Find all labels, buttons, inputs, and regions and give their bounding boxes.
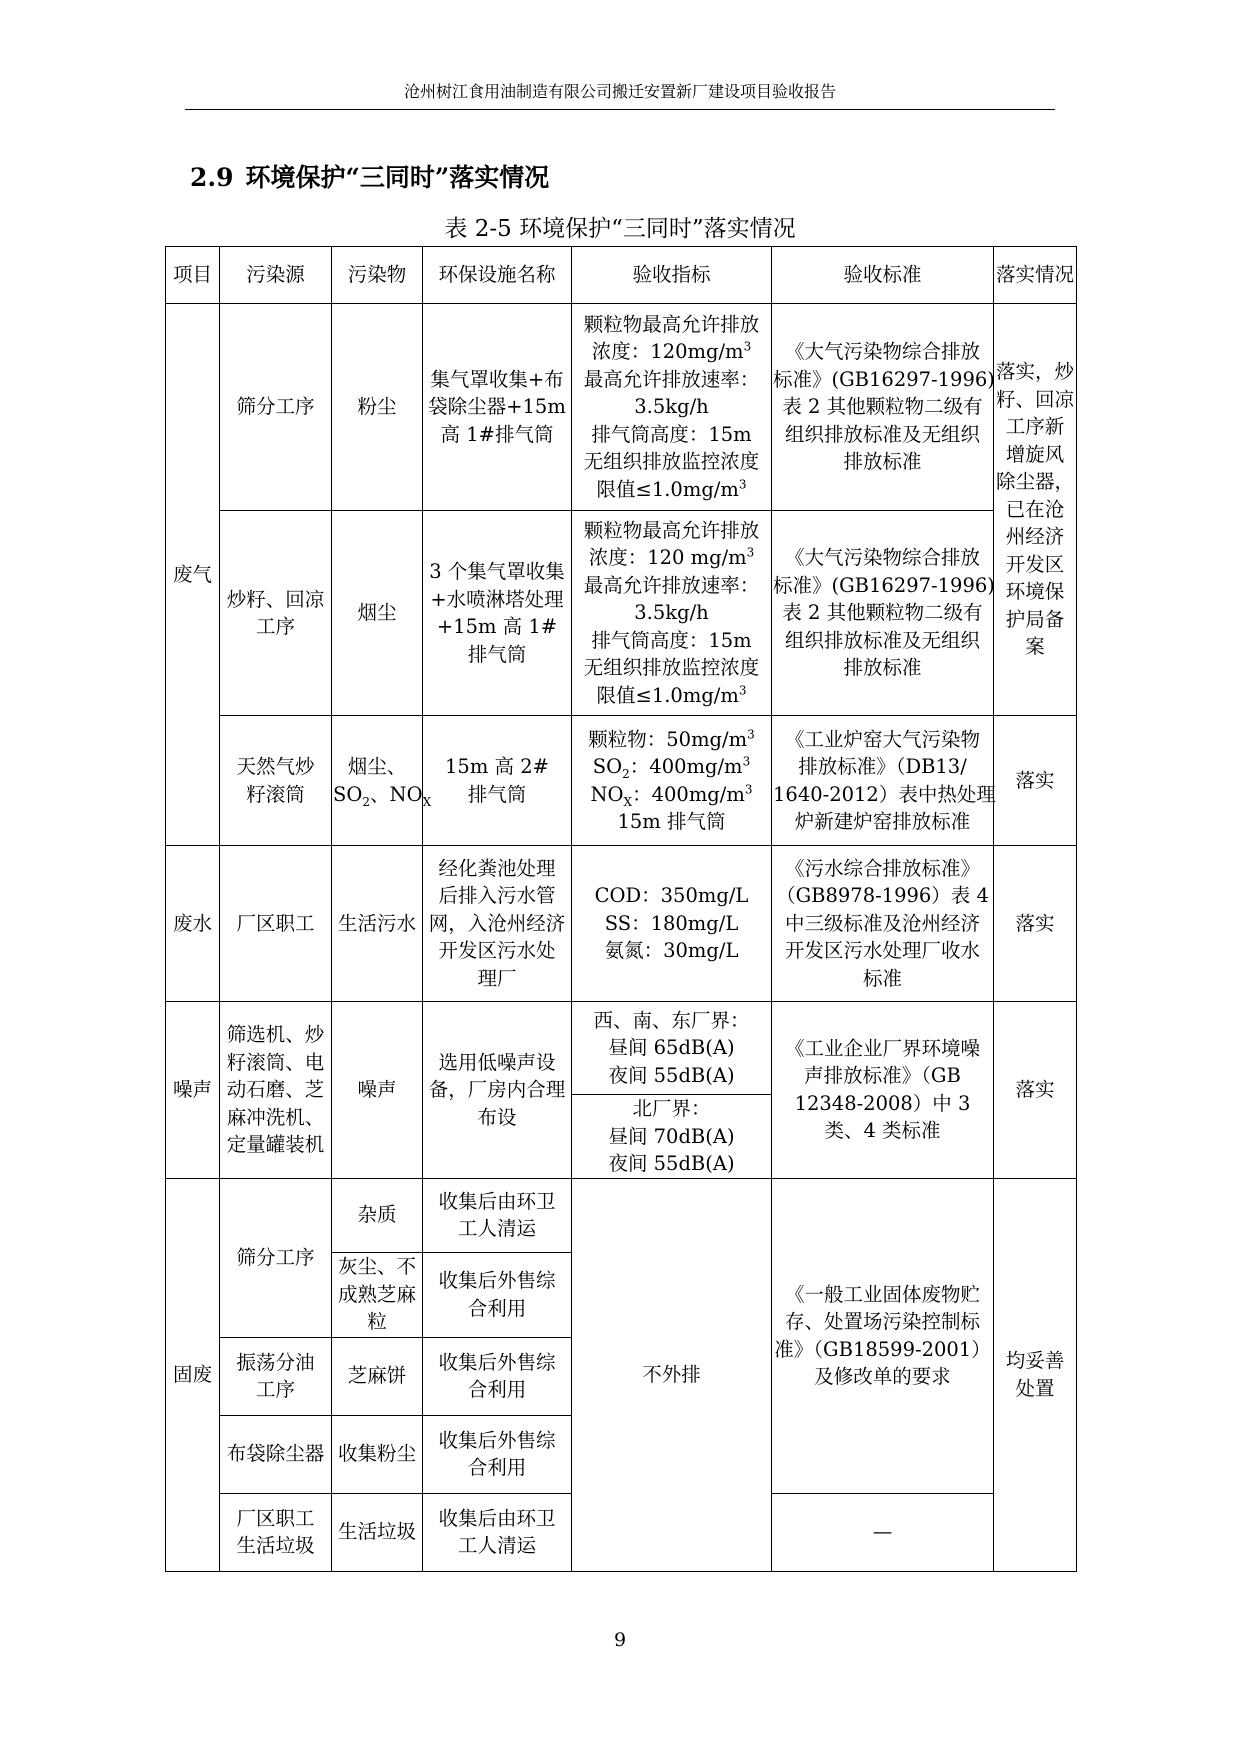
text-line: 厂区职工 [236,1506,315,1530]
text-line: 工序新 [1005,415,1065,439]
text-line: 《工业炉窑大气污染物 [784,727,980,751]
text-line: 选用低噪声设 [438,1050,556,1074]
facility-cell [423,1178,572,1252]
text-line: 已在沧 [1005,497,1065,521]
text-line: 颗粒物：50mg/m [588,727,748,751]
table-row [166,846,1077,1002]
status-merged-cell [994,304,1077,716]
text-line: 成熟芝麻 [337,1282,416,1306]
three-simultaneities-table [165,246,1077,1572]
header-cell: 验收标准 [772,247,994,304]
text-line: $SO_2$、$NO_X$ [333,782,432,809]
text-line: （GB8978-1996）表 4 [776,884,989,908]
text-line: 集气罩收集+布 [430,367,564,391]
text-line: 开发区 [1005,552,1065,576]
text-line: 《污水综合排放标准》 [784,856,980,880]
category-solid-waste: 固废 [166,1178,220,1571]
source-cell [220,1002,332,1179]
text-line: ：400mg/m [632,782,745,806]
section-title: 环境保护“三同时”落实情况 [245,163,550,192]
header-cell: 项目 [166,247,220,304]
table-caption: 表 2-5 环境保护“三同时”落实情况 [444,216,796,242]
category-waste-gas: 废气 [166,304,220,846]
standard-cell [772,1178,994,1493]
text-line: 《工业企业厂界环境噪 [784,1036,980,1060]
text-line: ：400mg/m [629,755,743,778]
text-line: 3.5kg/h [634,395,709,419]
text-line: 动石磨、芝 [226,1078,325,1101]
text-line: 定量罐装机 [226,1133,325,1156]
text-line: 最高允许排放速率： [583,573,760,597]
table-header-row [166,247,1077,304]
text-line: 烟尘、 [347,755,407,778]
text-line: 排气筒高度：15m [591,422,752,446]
text-line: +15m 高 1# [436,615,558,638]
facility-cell [423,1493,572,1571]
text-line: 准》（GB18599-2001） [774,1337,991,1361]
text-line: 表 2 其他颗粒物二级有 [782,601,983,625]
text-line: 布设 [477,1105,517,1129]
page-number: 9 [613,1629,627,1651]
table-row [166,716,1077,846]
text-line: 合利用 [467,1456,527,1479]
header-rule [185,109,1055,110]
facility-cell [423,1337,572,1415]
table-row [166,1002,1077,1095]
text-line: 排气筒高度：15m [591,628,752,652]
text-line: 后排入污水管 [438,884,556,908]
indicator-cell [572,304,772,511]
text-line: 袋除尘器+15m [428,395,566,419]
text-line: 组织排放标准及无组织 [784,422,980,446]
text-line: 西、南、东厂界： [593,1008,750,1032]
table-row [166,304,1077,511]
text-line: 颗粒物：$50mg/m^3$ [588,727,755,751]
text-line: 护局备 [1005,607,1065,631]
text-line: 标准 [862,966,902,990]
text-line: 除尘器， [995,470,1074,494]
status-cell: 落实 [994,1002,1077,1179]
text-line: 夜间 55dB(A) [608,1152,735,1175]
text-line: +水喷淋塔处理 [430,587,564,611]
text-line: 收集后由环卫 [438,1189,556,1213]
header-cell: 验收指标 [572,247,772,304]
category-noise: 噪声 [166,1002,220,1179]
standard-cell [772,1002,994,1179]
status-cell: 落实 [994,846,1077,1002]
text-line: 开发区污水处理厂收水 [784,939,980,963]
text-line: 均妥善 [1005,1349,1065,1372]
facility-cell [423,716,572,846]
text-line: 无组织排放监控浓度 [583,450,760,474]
text-line: 夜间 55dB(A) [608,1063,735,1087]
text-line: 工人清运 [457,1534,536,1557]
header-cell: 环保设施名称 [423,247,572,304]
pollutant-cell: 收集粉尘 [332,1415,423,1493]
text-line: 排放标准 [843,656,922,680]
text-line: 无组织排放监控浓度 [583,656,760,680]
category-wastewater: 废水 [166,846,220,1002]
text-line: 限值$\le 1.0mg/m^3$ [596,477,747,501]
text-line: 限值≤1.0mg/m [596,477,739,501]
text-line: 昼间 65dB(A) [608,1036,735,1060]
text-line: 3 个集气罩收集 [429,560,565,583]
status-cell [994,1178,1077,1571]
source-cell: 布袋除尘器 [220,1415,332,1493]
text-line: 收集后外售综 [438,1428,556,1452]
facility-cell [423,511,572,716]
text-line: 组织排放标准及无组织 [784,628,980,652]
text-line: 经化粪池处理 [438,856,556,880]
pollutant-cell: 生活污水 [332,846,423,1002]
text-line: 标准》(GB16297-1996) [773,367,995,391]
text-line: 《一般工业固体废物贮 [784,1282,980,1306]
text-line: 《大气污染物综合排放 [784,546,980,570]
text-line: 最高允许排放速率： [583,367,760,391]
text-line: 处置 [1015,1376,1055,1400]
text-line: 氨氮：30mg/L [604,939,739,963]
text-line: 15m 高 2# [445,755,549,778]
indicator-cell [572,1002,772,1095]
indicator-cell [572,846,772,1002]
text-line: 颗粒物最高允许排放 [583,312,760,336]
pollutant-cell: 粉尘 [332,304,423,511]
text-line: 颗粒物最高允许排放 [583,518,760,542]
text-line: 环境保 [1005,580,1065,604]
pollutant-cell [332,716,432,846]
standard-cell [772,846,994,1002]
indicator-cell [572,716,772,846]
text-line: 排气筒 [467,782,527,806]
text-line: 1640-2012）表中热处理 [773,782,996,806]
text-line: 开发区污水处 [438,939,556,963]
text-line: 州经济 [1005,525,1065,549]
text-line: 排气筒 [467,642,527,666]
text-line: 限值$\le 1.0mg/m^3$ [596,683,747,707]
indicator-cell [572,511,772,716]
header-cell: 污染源 [220,247,332,304]
text-line: 浓度：120mg/m [591,340,744,364]
text-line: SO [333,782,363,806]
indicator-cell: 不外排 [572,1178,772,1571]
standard-cell [772,304,994,511]
text-line: 及修改单的要求 [814,1365,951,1388]
source-cell [220,511,332,716]
text-line: 收集后外售综 [438,1350,556,1374]
pollutant-cell: 噪声 [332,1002,423,1179]
text-line: 工人清运 [457,1217,536,1240]
text-line: NO [590,782,624,806]
text-line: 理厂 [477,966,517,990]
standard-cell [772,716,994,846]
text-line: 12348-2008）中 3 [794,1091,971,1115]
header-cell: 污染物 [332,247,423,304]
text-line: 收集后外售综 [438,1269,556,1292]
text-line: 麻冲洗机、 [226,1105,325,1129]
text-line: 备，厂房内合理 [428,1078,566,1101]
standard-cell: — [772,1493,994,1571]
text-line: 《大气污染物综合排放 [784,340,980,364]
text-line: 浓度：120 mg/m [588,546,747,570]
text-line: 合利用 [467,1378,527,1401]
text-line: 3.5kg/h [634,601,709,625]
text-line: 籽滚筒 [246,782,305,806]
indicator-cell [572,1095,772,1179]
pollutant-cell: 杂质 [332,1178,423,1252]
text-line: 案 [1025,635,1045,659]
text-line: 增旋风 [1005,442,1065,466]
text-line: 网，入沧州经济 [428,911,566,935]
text-line: 振荡分油 [236,1350,315,1374]
text-line: 籽滚筒、电 [226,1050,325,1074]
pollutant-cell: 烟尘 [332,511,423,716]
table-row [166,1178,1077,1252]
text-line: 灰尘、不 [337,1255,416,1279]
text-line: COD：350mg/L [594,884,749,908]
text-line: SS：180mg/L [604,911,739,935]
source-cell: 筛分工序 [220,1178,332,1337]
source-cell [220,1337,332,1415]
text-line: 籽、回凉 [995,387,1074,411]
text-line: 排放标准 [843,450,922,474]
facility-cell [423,1252,572,1337]
text-line: 昼间 70dB(A) [608,1124,735,1148]
text-line: 排放标准》（DB13/ [798,755,967,778]
facility-cell [423,304,572,511]
source-cell: 筛分工序 [220,304,332,511]
text-line: 表 2 其他颗粒物二级有 [782,395,983,419]
pollutant-cell: 生活垃圾 [332,1493,423,1571]
facility-cell [423,846,572,1002]
source-cell [220,716,332,846]
pollutant-cell [332,1252,423,1337]
text-line: 工序 [255,615,295,638]
text-line: 浓度：$120mg/m^3$ [591,339,752,364]
text-line: 中三级标准及沧州经济 [784,911,980,935]
text-line: 、NO [370,782,423,806]
facility-cell [423,1002,572,1179]
text-line: 浓度：120 $mg/m^3$ [588,545,755,570]
text-line: 天然气炒 [236,755,315,778]
text-line: $SO_2$：$400mg/m^3$ [592,754,751,781]
text-line: 落实，炒 [995,360,1074,384]
text-line: 收集后由环卫 [438,1506,556,1530]
text-line: 标准》(GB16297-1996) [773,573,995,597]
text-line: SO [592,755,623,778]
section-heading [190,162,549,194]
text-line: 生活垃圾 [236,1534,315,1557]
pollutant-cell: 芝麻饼 [332,1337,423,1415]
text-line: 声排放标准》（GB [804,1064,961,1088]
source-cell: 厂区职工 [220,846,332,1002]
section-number: 2.9 [190,163,234,192]
status-cell: 落实 [994,716,1077,846]
text-line: 合利用 [467,1296,527,1320]
text-line: 北厂界： [632,1097,711,1120]
text-line: 限值≤1.0mg/m [596,683,739,707]
header-cell: 落实情况 [994,247,1077,304]
facility-cell [423,1415,572,1493]
table-row [166,511,1077,716]
text-line: 炉新建炉窑排放标准 [794,810,971,833]
text-line: 类、4 类标准 [824,1119,941,1143]
standard-cell [772,511,994,716]
source-cell [220,1493,332,1571]
text-line: $NO_X$：$400mg/m^3$ [590,782,753,809]
text-line: 筛选机、炒 [226,1023,325,1046]
page-header: 沧州树江食用油制造有限公司搬迁安置新厂建设项目验收报告 [403,82,836,101]
text-line: 存、处置场污染控制标 [784,1310,980,1333]
text-line: 高 1#排气筒 [440,422,554,446]
text-line: 粒 [367,1310,387,1334]
text-line: 15m 排气筒 [617,810,726,833]
text-line: 工序 [255,1378,295,1401]
text-line: 炒籽、回凉 [226,587,325,611]
